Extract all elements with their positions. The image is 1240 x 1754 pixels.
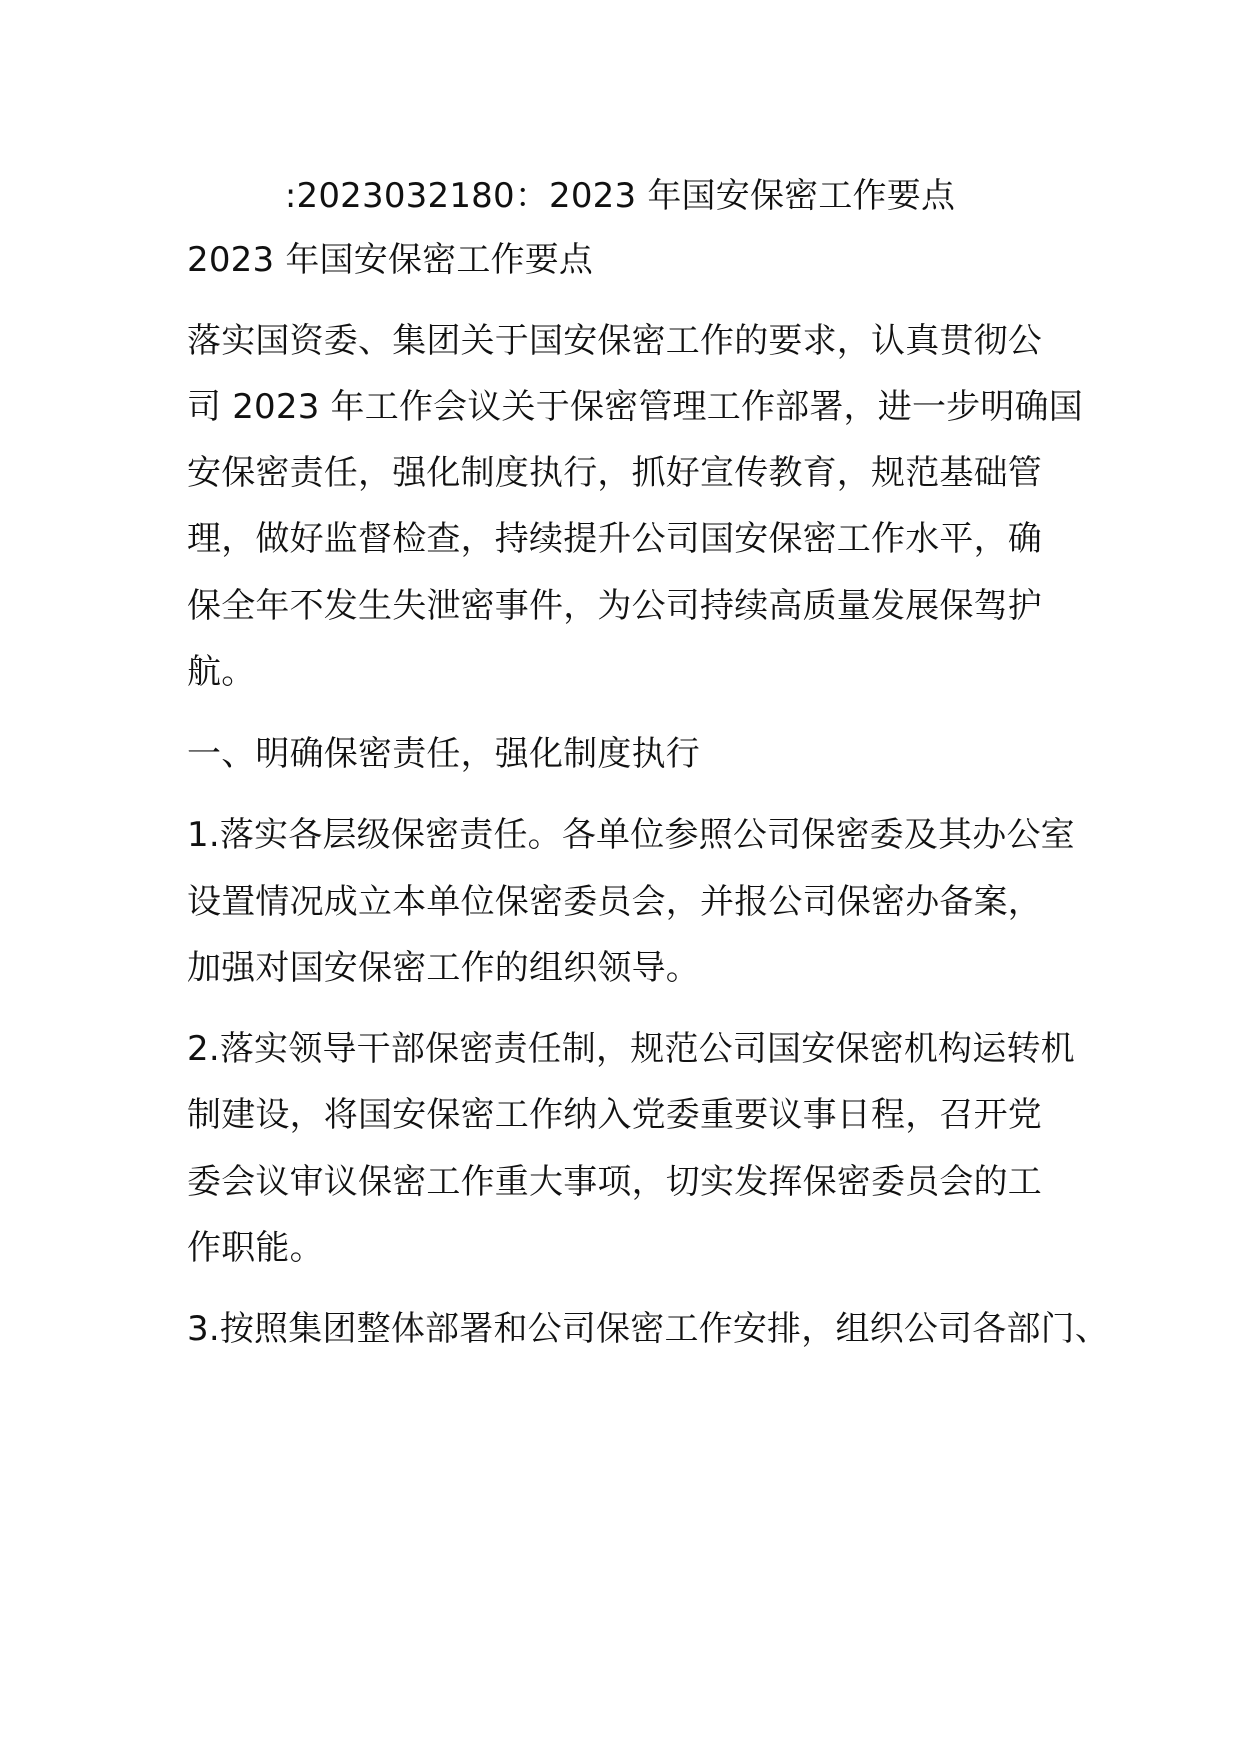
intro-line: 航。: [187, 652, 256, 692]
item-line: 3.按照集团整体部署和公司保密工作安排，组织公司各部门、: [187, 1309, 1110, 1349]
intro-line: 理，做好监督检查，持续提升公司国安保密工作水平，确: [187, 519, 1042, 559]
intro-line: 安保密责任，强化制度执行，抓好宣传教育，规范基础管: [187, 453, 1042, 493]
item-line: 加强对国安保密工作的组织领导。: [187, 948, 700, 988]
item-line: 制建设，将国安保密工作纳入党委重要议事日程，召开党: [187, 1095, 1042, 1135]
document-subtitle: 2023 年国安保密工作要点: [187, 240, 594, 280]
intro-line: 落实国资委、集团关于国安保密工作的要求，认真贯彻公: [187, 321, 1042, 361]
item-line: 设置情况成立本单位保密委员会，并报公司保密办备案，: [187, 882, 1042, 922]
item-line: 2.落实领导干部保密责任制，规范公司国安保密机构运转机: [187, 1029, 1075, 1069]
item-line: 委会议审议保密工作重大事项，切实发挥保密委员会的工: [187, 1162, 1042, 1202]
intro-line: 司 2023 年工作会议关于保密管理工作部署，进一步明确国: [187, 387, 1083, 427]
document-title: :2023032180：2023 年国安保密工作要点: [284, 176, 956, 216]
section-heading: 一、明确保密责任，强化制度执行: [187, 734, 700, 774]
intro-line: 保全年不发生失泄密事件，为公司持续高质量发展保驾护: [187, 586, 1042, 626]
item-line: 作职能。: [187, 1228, 324, 1268]
item-line: 1.落实各层级保密责任。各单位参照公司保密委及其办公室: [187, 815, 1075, 855]
